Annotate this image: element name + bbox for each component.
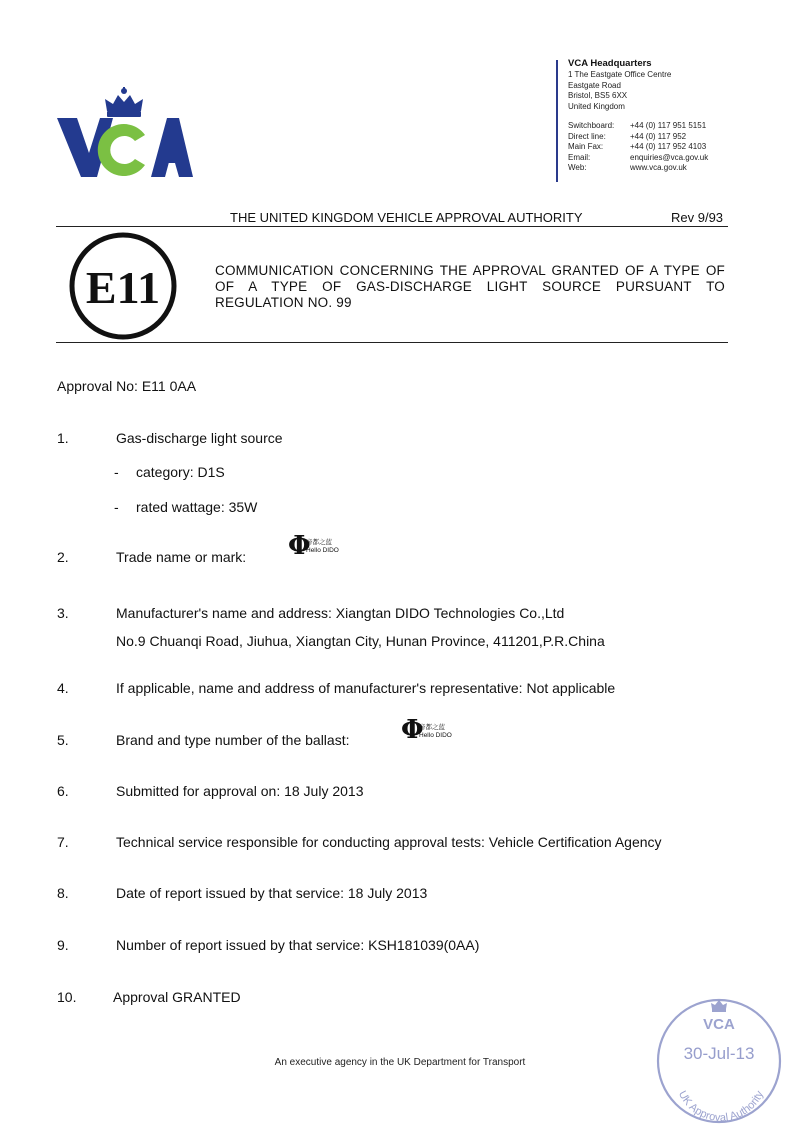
- item-rated-wattage: rated wattage: 35W: [136, 499, 258, 515]
- item-number: 5.: [57, 732, 69, 748]
- logo-a-shape: [151, 118, 193, 177]
- item-number: 8.: [57, 885, 69, 901]
- contact-value: +44 (0) 117 951 5151: [630, 121, 707, 130]
- list-dash: -: [114, 464, 119, 480]
- trademark-cn: 帝都之蓝: [419, 724, 445, 731]
- item-number: 6.: [57, 783, 69, 799]
- stamp-crown-icon: [711, 1000, 727, 1012]
- contact-value: +44 (0) 117 952 4103: [630, 142, 707, 151]
- authority-title: THE UNITED KINGDOM VEHICLE APPROVAL AUTHORITY: [230, 210, 583, 225]
- item-submitted: Submitted for approval on: 18 July 2013: [116, 783, 364, 799]
- contact-label: Switchboard:: [568, 121, 615, 130]
- hq-address-line: Eastgate Road: [568, 80, 621, 90]
- trademark-en: Hello DIDO: [306, 547, 339, 554]
- item-representative: If applicable, name and address of manufacturer's representative: Not applicable: [116, 680, 616, 696]
- contact-row: [568, 163, 758, 174]
- item-light-source: Gas-discharge light source: [116, 430, 283, 446]
- footer-agency-note: An executive agency in the UK Department for Transport: [274, 1057, 526, 1068]
- stamp-logo: VCA: [703, 1016, 735, 1033]
- contact-row: [568, 153, 758, 164]
- contact-label: Email:: [568, 152, 591, 162]
- approval-number: Approval No: E11 0AA: [57, 378, 197, 394]
- emblem-text: E11: [85, 262, 161, 313]
- item-category: category: D1S: [136, 464, 225, 480]
- item-number: 9.: [57, 937, 69, 953]
- hq-address-line: 1 The Eastgate Office Centre: [568, 70, 672, 79]
- item-technical-service: Technical service responsible for conducting approval tests: Vehicle Certification Agency: [116, 834, 662, 850]
- item-report-date: Date of report issued by that service: 18 July 2013: [116, 885, 428, 901]
- e11-emblem: [63, 231, 183, 341]
- contact-row: [568, 121, 758, 132]
- list-dash: -: [114, 499, 119, 515]
- item-number: 1.: [57, 430, 69, 446]
- contact-row: [568, 142, 758, 153]
- trademark-en: Hello DIDO: [419, 732, 452, 739]
- approval-stamp: [655, 997, 783, 1125]
- revision-label: Rev 9/93: [671, 210, 724, 225]
- hq-title: VCA Headquarters: [568, 58, 652, 69]
- ballast-trademark-logo: [401, 717, 481, 751]
- item-number: 7.: [57, 834, 69, 850]
- phi-symbol: Φ: [401, 715, 424, 745]
- item-report-number: Number of report issued by that service: KSH181039(0AA): [116, 937, 480, 953]
- item-number: 4.: [57, 680, 69, 696]
- header-bottom-rule: [56, 342, 728, 343]
- stamp-arc-text: UK Approval Authority: [675, 1088, 767, 1125]
- trademark-cn: 帝都之蓝: [306, 539, 332, 546]
- item-manufacturer: Manufacturer's name and address: Xiangtan DIDO Technologies Co.,Ltd: [116, 605, 565, 621]
- hq-address-line: Bristol, BS5 6XX: [568, 91, 628, 100]
- item-ballast: Brand and type number of the ballast:: [116, 732, 350, 748]
- hq-address-line: United Kingdom: [568, 101, 625, 111]
- contact-label: Main Fax:: [568, 142, 604, 151]
- item-trade-name: Trade name or mark:: [116, 549, 247, 565]
- item-number: 10.: [57, 989, 77, 1005]
- contact-value: enquiries@vca.gov.uk: [630, 152, 709, 162]
- contact-value: +44 (0) 117 952: [630, 131, 687, 141]
- contact-label: Web:: [568, 163, 587, 172]
- stamp-arc-text-wrapper: [676, 1089, 766, 1124]
- contact-label: Direct line:: [568, 131, 606, 141]
- hq-contacts: [568, 121, 758, 174]
- trademark-logo: [288, 533, 368, 567]
- phi-symbol: Φ: [288, 531, 311, 561]
- contact-value: www.vca.gov.uk: [630, 163, 687, 172]
- item-number: 3.: [57, 605, 69, 621]
- contact-row: [568, 132, 758, 143]
- vca-logo: [55, 85, 195, 185]
- crown-icon: [105, 87, 143, 117]
- item-approval-granted: Approval GRANTED: [113, 989, 241, 1005]
- hq-divider: [556, 60, 558, 182]
- stamp-date: 30-Jul-13: [683, 1044, 755, 1063]
- item-number: 2.: [57, 549, 69, 565]
- header-top-rule: [56, 226, 728, 227]
- communication-heading: COMMUNICATION CONCERNING THE APPROVAL GRANTED OF A TYPE OF OF A TYPE OF GAS-DISCHARGE LIGHT SOURCE PURSUANT TO REGULATION NO. 99: [215, 263, 725, 310]
- item-manufacturer-address: No.9 Chuanqi Road, Jiuhua, Xiangtan City, Hunan Province, 411201,P.R.China: [116, 633, 605, 649]
